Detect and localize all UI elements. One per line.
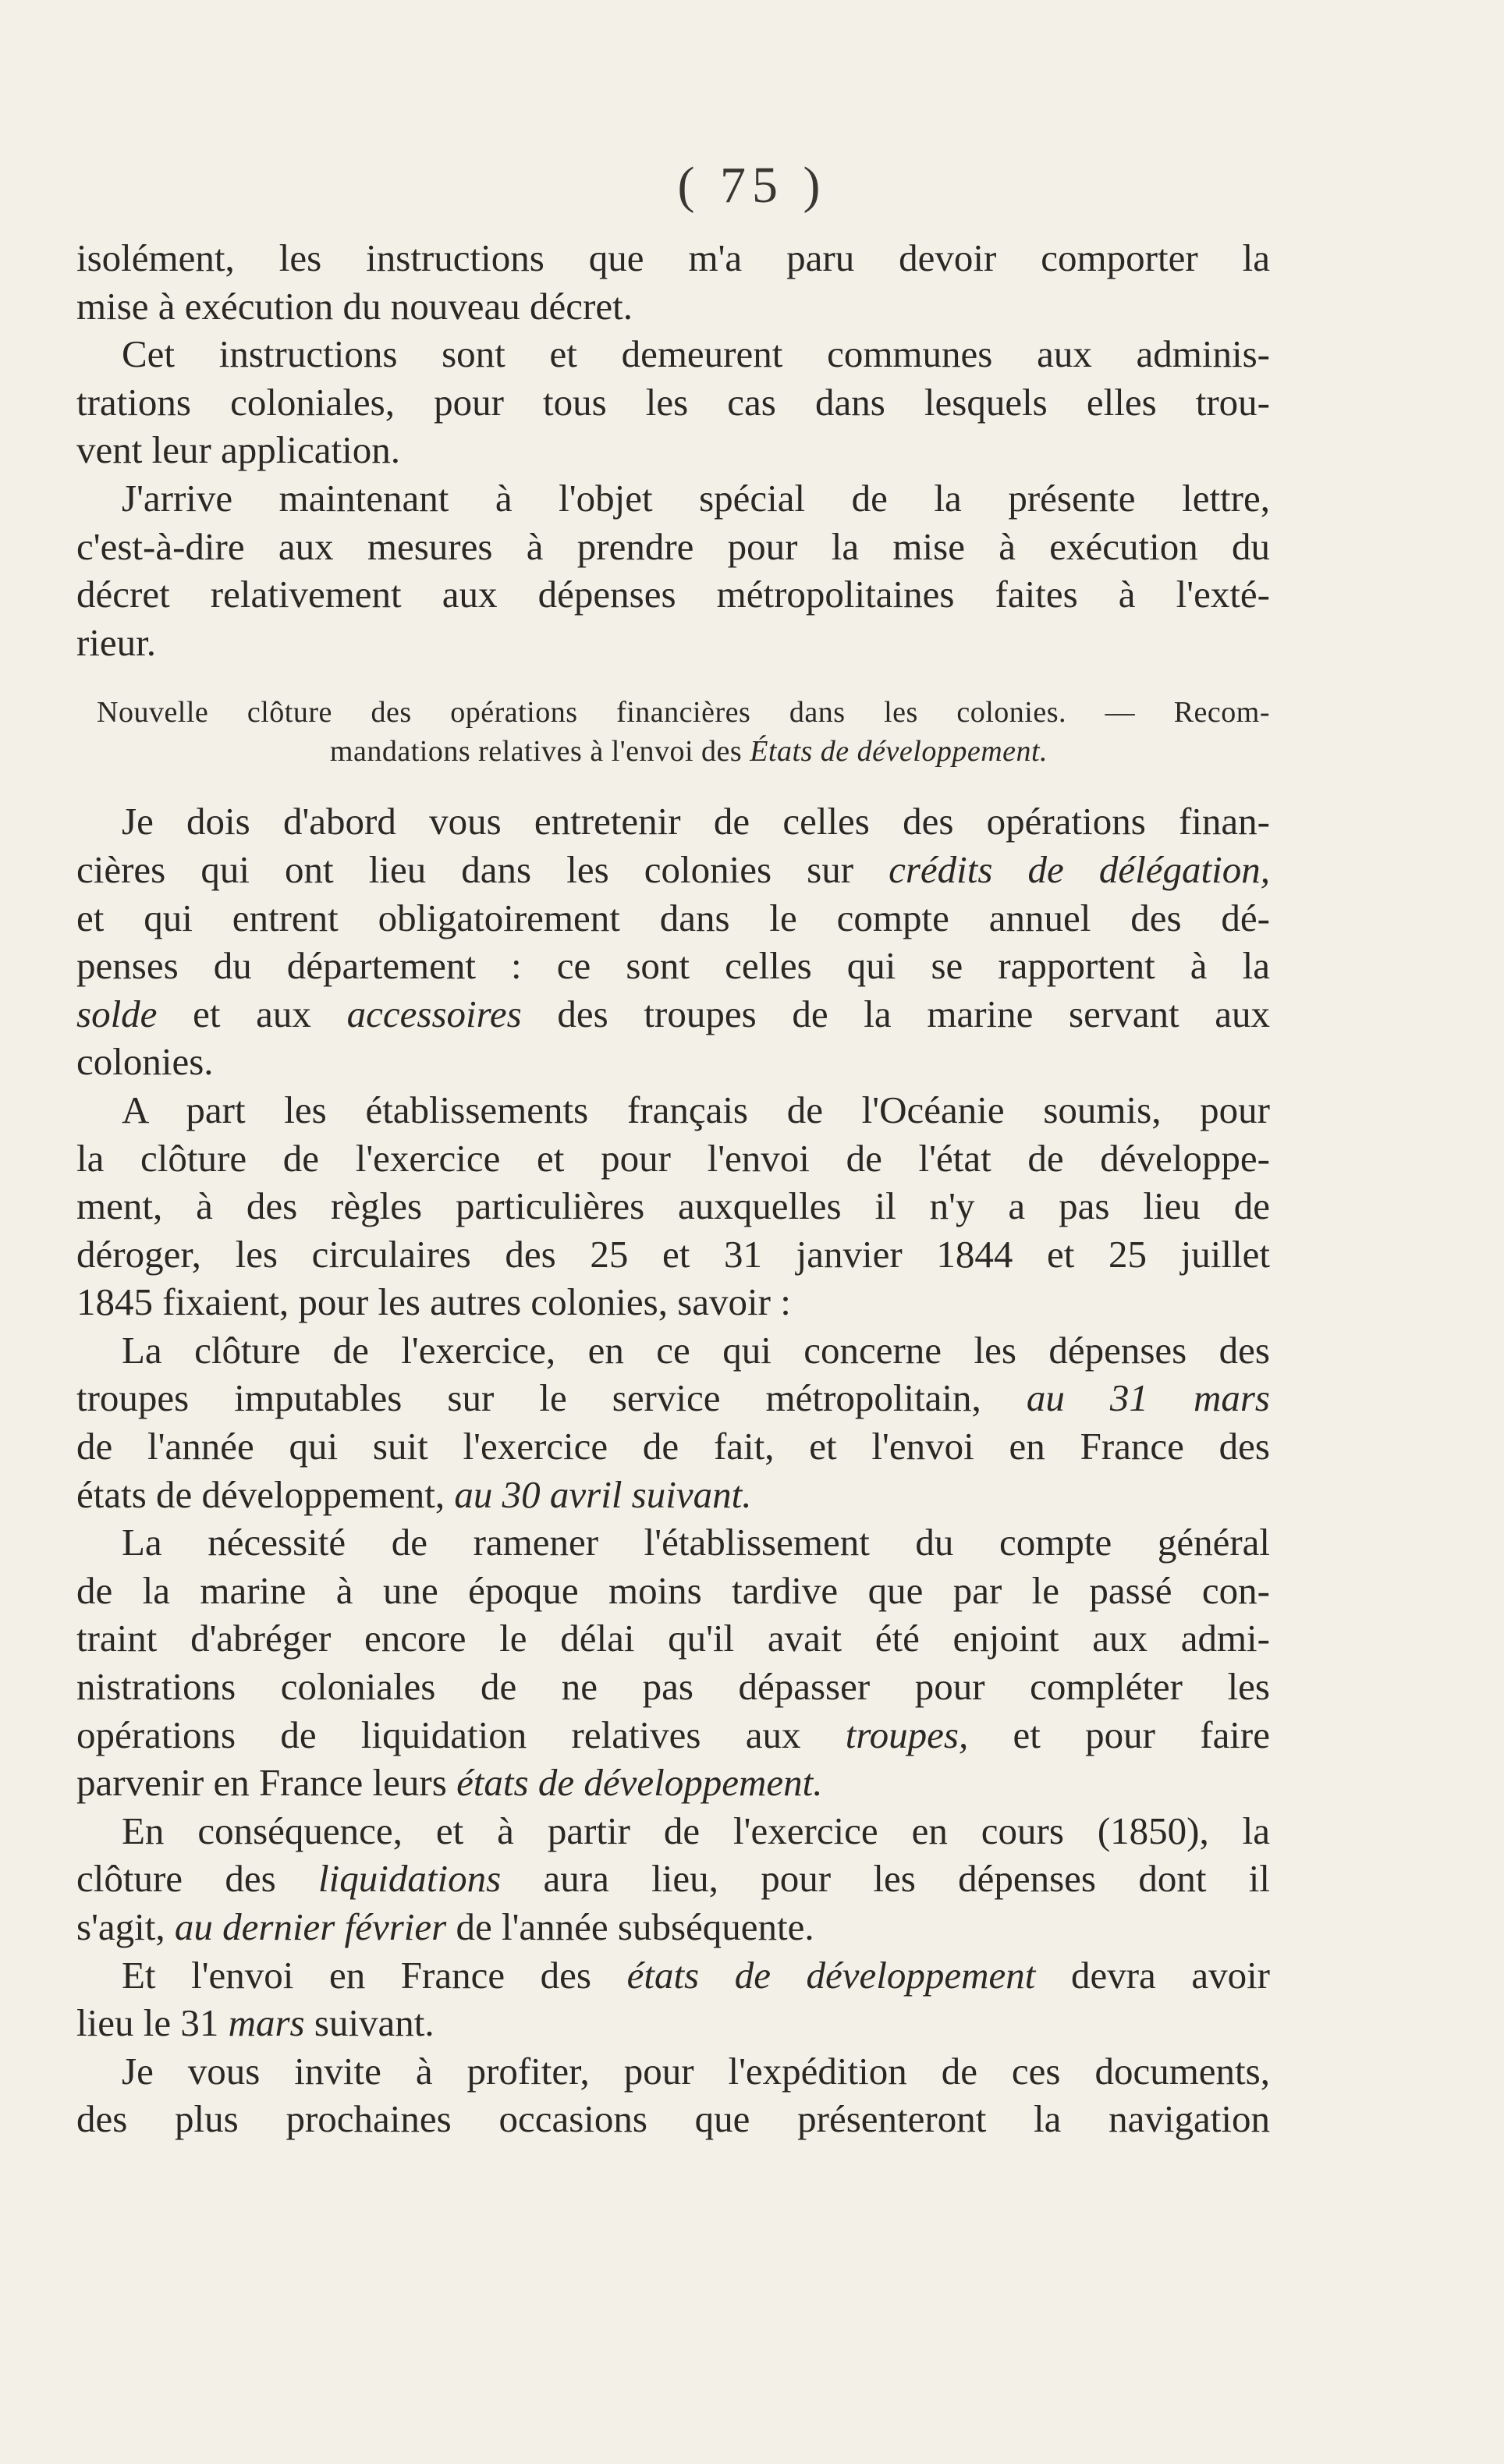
paragraph (76, 1951, 1270, 2047)
paragraph (76, 1086, 1270, 1326)
text-span: Et l'envoi en France des (122, 1953, 627, 1997)
paragraph (76, 1807, 1270, 1951)
italic-span: liquidations (318, 1857, 502, 1901)
paragraph (76, 1326, 1270, 1518)
text-span: parvenir en France leurs (76, 1761, 457, 1805)
italic-span: états de développement (626, 1953, 1036, 1997)
paragraph (76, 1518, 1270, 1807)
text-line: Je vous invite à profiter, pour l'expédition de ces documents, (122, 2049, 1270, 2093)
text-span: clôture des (76, 1857, 319, 1901)
italic-span: au 30 avril suivant. (454, 1472, 752, 1516)
text-line: c'est-à-dire aux mesures à prendre pour la mise à exécution du (76, 524, 1270, 568)
text-span: opérations de liquidation relatives aux (76, 1713, 846, 1756)
text-span: lieu le 31 (76, 2001, 229, 2045)
paragraph (76, 474, 1270, 666)
text-line: isolément, les instructions que m'a paru devoir comporter la (76, 236, 1270, 279)
text-span: états de développement, (76, 1472, 455, 1516)
text-line: Je dois d'abord vous entretenir de celles des opérations finan- (122, 800, 1270, 843)
text-span: et aux (157, 992, 347, 1035)
text-line (76, 1903, 1270, 1951)
italic-span: états de développement. (456, 1761, 823, 1805)
text-line: et qui entrent obligatoirement dans le compte annuel des dé- (76, 896, 1270, 939)
heading-text: mandations relatives à l'envoi des (329, 735, 750, 769)
text-line: colonies. (76, 1040, 214, 1084)
text-line: déroger, les circulaires des 25 et 31 janvier 1844 et 25 juillet (76, 1232, 1270, 1276)
italic-span: solde (76, 992, 158, 1035)
text-line: des plus prochaines occasions que présenteront la navigation (76, 2097, 1270, 2141)
text-line: La clôture de l'exercice, en ce qui concerne les dépenses des (122, 1328, 1270, 1372)
text-line (76, 1759, 1270, 1807)
page-number: ( 75 ) (677, 157, 827, 214)
heading-line: Nouvelle clôture des opérations financières dans les colonies. — Recom- (97, 696, 1270, 730)
text-span: aura lieu, pour les dépenses dont il (501, 1857, 1271, 1901)
text-line: traint d'abréger encore le délai qu'il avait été enjoint aux admi- (76, 1617, 1270, 1660)
text-span: s'agit, (76, 1905, 175, 1948)
italic-span: accessoires (346, 992, 522, 1035)
text-span: des troupes de la marine servant aux (521, 992, 1270, 1035)
text-line: nistrations coloniales de ne pas dépasser pour compléter les (76, 1665, 1270, 1709)
heading-italic-text: États de développement. (750, 735, 1048, 769)
text-line: rieur. (76, 620, 157, 664)
text-line: la clôture de l'exercice et pour l'envoi de l'état de développe- (76, 1136, 1270, 1180)
text-line (76, 990, 1270, 1039)
text-line: J'arrive maintenant à l'objet spécial de la présente lettre, (122, 476, 1270, 520)
text-line: Cet instructions sont et demeurent communes aux adminis- (122, 332, 1270, 376)
text-span: cières qui ont lieu dans les colonies sur (76, 847, 889, 891)
section-heading (76, 693, 1270, 771)
italic-span: mars (228, 2001, 305, 2045)
text-line (76, 1374, 1270, 1422)
text-line: La nécessité de ramener l'établissement du compte général (122, 1521, 1270, 1564)
text-line (76, 1855, 1270, 1903)
text-line (76, 1711, 1270, 1759)
text-line: de l'année qui suit l'exercice de fait, et l'envoi en France des (76, 1425, 1270, 1468)
text-span: devra avoir (1035, 1953, 1271, 1997)
text-line (76, 1471, 1270, 1519)
spacer (76, 771, 1270, 797)
italic-span: troupes, (845, 1713, 969, 1756)
text-span: suivant. (304, 2001, 435, 2045)
text-line (76, 1951, 1270, 2000)
text-line: En conséquence, et à partir de l'exercice en cours (1850), la (122, 1809, 1270, 1852)
text-span: de l'année subséquente. (446, 1905, 814, 1948)
text-line: mise à exécution du nouveau décret. (76, 284, 633, 328)
text-span: troupes imputables sur le service métropolitain, (76, 1376, 1027, 1420)
paragraph (76, 797, 1270, 1086)
paragraph (76, 2047, 1270, 2143)
italic-span: au 31 mars (1026, 1376, 1270, 1420)
text-span: et pour faire (968, 1713, 1270, 1756)
text-line: de la marine à une époque moins tardive que par le passé con- (76, 1568, 1270, 1612)
spacer (76, 666, 1270, 693)
paragraph (76, 330, 1270, 474)
paragraph (76, 234, 1270, 330)
text-line: trations coloniales, pour tous les cas dans lesquels elles trou- (76, 380, 1270, 424)
italic-span: au dernier février (174, 1905, 447, 1948)
heading-line (76, 732, 1270, 771)
text-line: décret relativement aux dépenses métropolitaines faites à l'exté- (76, 573, 1270, 616)
text-line (76, 1999, 1270, 2047)
text-line: A part les établissements français de l'Océanie soumis, pour (122, 1088, 1270, 1131)
italic-span: crédits de délégation, (889, 847, 1270, 891)
text-line: 1845 fixaient, pour les autres colonies, savoir : (76, 1280, 791, 1324)
body-text (76, 234, 1270, 2143)
text-line: vent leur application. (76, 428, 400, 472)
text-line: ment, à des règles particulières auxquelles il n'y a pas lieu de (76, 1184, 1270, 1228)
text-line: penses du département : ce sont celles qui se rapportent à la (76, 944, 1270, 988)
text-line (76, 846, 1270, 894)
